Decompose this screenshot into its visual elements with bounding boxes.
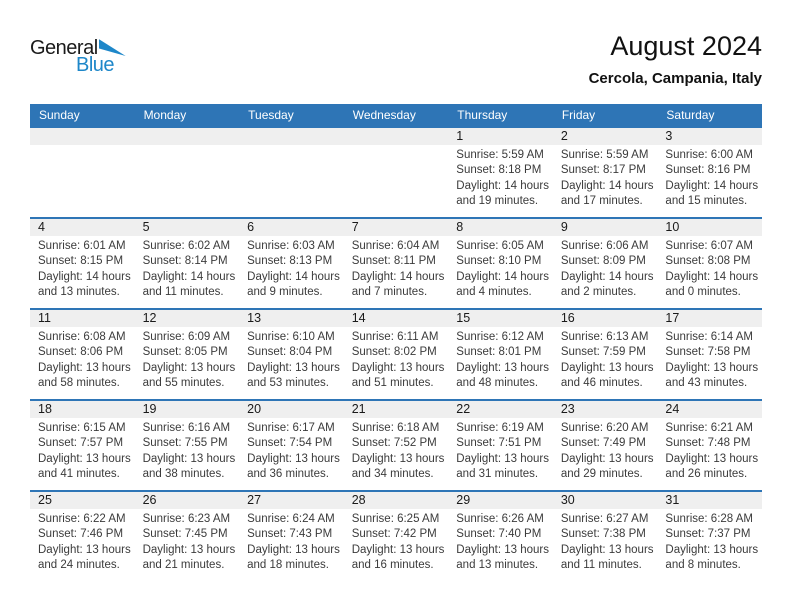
logo-word-general: General <box>30 37 98 59</box>
calendar-week-row-3 <box>30 308 762 399</box>
day-detail-line: Sunset: 7:49 PM <box>560 437 646 450</box>
day-detail-line: Sunset: 7:51 PM <box>456 437 542 450</box>
day-number: 25 <box>38 493 52 507</box>
day-detail-line: Sunrise: 6:14 AM <box>665 331 753 343</box>
day-cell <box>239 509 344 573</box>
day-cell <box>239 327 344 391</box>
day-detail-line: Sunrise: 6:27 AM <box>560 513 649 525</box>
day-cell <box>553 145 658 209</box>
day-cell <box>657 509 762 573</box>
day-number: 16 <box>560 311 575 325</box>
day-cell <box>657 327 762 391</box>
day-number: 4 <box>38 220 45 234</box>
calendar-week-row-1 <box>30 126 762 217</box>
day-detail-line: Sunrise: 6:20 AM <box>560 422 649 434</box>
day-detail-line: Sunrise: 6:12 AM <box>456 331 544 343</box>
day-detail-line: and 58 minutes. <box>38 376 120 389</box>
day-details-row <box>30 145 762 209</box>
weekday-thursday: Thursday <box>457 108 508 122</box>
day-detail-line: Sunrise: 6:07 AM <box>665 240 753 252</box>
day-number: 10 <box>665 220 680 234</box>
day-detail-line: Daylight: 13 hours <box>351 452 445 465</box>
day-detail-line: Daylight: 14 hours <box>247 270 340 283</box>
day-detail-line: and 2 minutes. <box>560 285 637 298</box>
day-details-row <box>30 327 762 391</box>
day-detail-line: Sunrise: 6:23 AM <box>142 513 231 525</box>
day-cell <box>448 145 553 209</box>
day-detail-line: Sunset: 8:02 PM <box>351 346 437 359</box>
day-detail-line: Sunset: 7:38 PM <box>560 528 646 541</box>
day-cell <box>553 418 658 482</box>
day-detail-line: Sunset: 8:11 PM <box>351 255 436 268</box>
day-cell <box>135 236 240 300</box>
day-detail-line: Daylight: 13 hours <box>560 543 654 556</box>
day-detail-line: Sunrise: 6:01 AM <box>38 240 126 252</box>
day-detail-line: Daylight: 14 hours <box>560 270 654 283</box>
day-detail-line: Daylight: 13 hours <box>560 361 654 374</box>
day-detail-line: Daylight: 13 hours <box>38 543 131 556</box>
day-detail-line: Sunrise: 6:09 AM <box>142 331 231 343</box>
day-detail-line: Sunset: 7:40 PM <box>456 528 542 541</box>
day-detail-line: Sunset: 7:52 PM <box>351 437 437 450</box>
day-detail-line: and 15 minutes. <box>665 194 748 207</box>
calendar <box>30 104 762 581</box>
day-detail-line: Sunset: 7:54 PM <box>247 437 333 450</box>
weekday-saturday: Saturday <box>666 108 715 122</box>
day-detail-line: and 26 minutes. <box>665 467 748 480</box>
page-title: August 2024 <box>610 31 762 61</box>
day-detail-line: Sunset: 8:05 PM <box>142 346 228 359</box>
day-detail-line: and 29 minutes. <box>560 467 643 480</box>
day-cell <box>448 236 553 300</box>
day-cell <box>30 418 135 482</box>
day-detail-line: Daylight: 13 hours <box>560 452 654 465</box>
empty-day-cell <box>30 145 135 209</box>
day-cell <box>239 418 344 482</box>
day-detail-line: and 53 minutes. <box>247 376 329 389</box>
day-detail-line: Sunrise: 6:13 AM <box>560 331 649 343</box>
day-detail-line: Daylight: 13 hours <box>142 543 236 556</box>
day-detail-line: and 0 minutes. <box>665 285 741 298</box>
day-number-band <box>30 492 762 509</box>
day-number: 9 <box>560 220 568 234</box>
empty-day-cell <box>239 145 344 209</box>
day-number: 2 <box>560 129 568 143</box>
day-detail-line: Sunrise: 6:02 AM <box>142 240 231 252</box>
day-cell <box>344 327 449 391</box>
day-detail-line: Sunrise: 6:26 AM <box>456 513 544 525</box>
day-detail-line: and 8 minutes. <box>665 558 741 571</box>
day-detail-line: Sunrise: 5:59 AM <box>560 149 649 161</box>
day-detail-line: Daylight: 13 hours <box>38 361 131 374</box>
day-detail-line: Daylight: 13 hours <box>456 361 549 374</box>
day-detail-line: Daylight: 13 hours <box>351 361 445 374</box>
day-detail-line: and 19 minutes. <box>456 194 539 207</box>
day-cell <box>30 236 135 300</box>
day-detail-line: Sunset: 8:16 PM <box>665 164 751 177</box>
day-number: 15 <box>456 311 471 325</box>
day-number: 13 <box>247 311 262 325</box>
day-detail-line: and 4 minutes. <box>456 285 532 298</box>
day-number-band <box>30 401 762 418</box>
day-detail-line: Sunrise: 6:15 AM <box>38 422 126 434</box>
day-cell <box>553 327 658 391</box>
day-detail-line: Sunset: 8:09 PM <box>560 255 646 268</box>
day-detail-line: Daylight: 14 hours <box>351 270 445 283</box>
day-detail-line: Sunrise: 6:22 AM <box>38 513 126 525</box>
day-number: 30 <box>560 493 575 507</box>
day-detail-line: Sunrise: 6:00 AM <box>665 149 753 161</box>
day-detail-line: and 43 minutes. <box>665 376 748 389</box>
day-number: 29 <box>456 493 471 507</box>
day-detail-line: Daylight: 13 hours <box>665 361 759 374</box>
day-number <box>30 128 135 145</box>
day-cell <box>657 418 762 482</box>
day-detail-line: Daylight: 13 hours <box>456 452 549 465</box>
day-detail-line: Daylight: 13 hours <box>142 361 236 374</box>
day-cell <box>448 327 553 391</box>
day-detail-line: Sunrise: 6:03 AM <box>247 240 335 252</box>
day-detail-line: Sunrise: 6:10 AM <box>247 331 335 343</box>
day-cell <box>344 236 449 300</box>
day-detail-line: and 31 minutes. <box>456 467 539 480</box>
day-detail-line: and 17 minutes. <box>560 194 643 207</box>
day-detail-line: Sunset: 7:43 PM <box>247 528 333 541</box>
day-detail-line: and 34 minutes. <box>351 467 434 480</box>
day-detail-line: Daylight: 13 hours <box>456 543 549 556</box>
day-number: 22 <box>456 402 471 416</box>
day-number: 19 <box>142 402 157 416</box>
day-detail-line: Daylight: 14 hours <box>560 179 654 192</box>
day-detail-line: Daylight: 13 hours <box>351 543 445 556</box>
day-number: 21 <box>351 402 366 416</box>
day-number: 3 <box>665 129 673 143</box>
day-number: 27 <box>247 493 262 507</box>
day-detail-line: Sunset: 8:10 PM <box>456 255 542 268</box>
day-cell <box>344 509 449 573</box>
day-detail-line: Sunrise: 6:25 AM <box>351 513 440 525</box>
day-detail-line: Sunrise: 6:19 AM <box>456 422 544 434</box>
day-cell <box>344 418 449 482</box>
day-detail-line: and 11 minutes. <box>560 558 642 571</box>
day-detail-line: Sunrise: 6:05 AM <box>456 240 544 252</box>
day-number: 17 <box>665 311 680 325</box>
day-number: 11 <box>38 311 51 325</box>
weekday-wednesday: Wednesday <box>352 108 416 122</box>
day-detail-line: Sunset: 7:48 PM <box>665 437 751 450</box>
day-cell <box>448 509 553 573</box>
calendar-weeks <box>30 126 762 581</box>
day-detail-line: Daylight: 14 hours <box>456 179 549 192</box>
day-cell <box>553 236 658 300</box>
day-detail-line: Sunrise: 6:04 AM <box>351 240 440 252</box>
day-detail-line: Daylight: 13 hours <box>38 452 131 465</box>
empty-day-cell <box>344 145 449 209</box>
day-number: 24 <box>665 402 680 416</box>
day-number: 26 <box>142 493 157 507</box>
calendar-week-row-4 <box>30 399 762 490</box>
day-cell <box>553 509 658 573</box>
day-detail-line: Daylight: 13 hours <box>247 543 340 556</box>
day-number: 5 <box>142 220 150 234</box>
day-detail-line: Daylight: 13 hours <box>665 452 759 465</box>
day-detail-line: Daylight: 13 hours <box>665 543 759 556</box>
day-detail-line: Sunrise: 6:17 AM <box>247 422 335 434</box>
day-detail-line: Daylight: 14 hours <box>665 179 759 192</box>
weekday-tuesday: Tuesday <box>248 108 294 122</box>
weekday-monday: Monday <box>143 108 187 122</box>
day-number: 14 <box>351 311 366 325</box>
day-number: 18 <box>38 402 52 416</box>
day-number: 7 <box>351 220 359 234</box>
day-number: 23 <box>560 402 575 416</box>
day-detail-line: and 55 minutes. <box>142 376 225 389</box>
day-detail-line: and 7 minutes. <box>351 285 428 298</box>
day-detail-line: Sunset: 8:13 PM <box>247 255 333 268</box>
day-detail-line: Sunrise: 6:24 AM <box>247 513 335 525</box>
day-detail-line: and 46 minutes. <box>560 376 643 389</box>
day-cell <box>135 418 240 482</box>
weekday-friday: Friday <box>561 108 596 122</box>
day-detail-line: and 13 minutes. <box>38 285 120 298</box>
day-number: 8 <box>456 220 464 234</box>
day-cell <box>239 236 344 300</box>
day-cell <box>30 509 135 573</box>
day-detail-line: and 18 minutes. <box>247 558 329 571</box>
logo-word-blue: Blue <box>76 54 115 76</box>
day-detail-line: Sunrise: 6:11 AM <box>351 331 439 343</box>
day-detail-line: Sunset: 8:15 PM <box>38 255 124 268</box>
day-detail-line: Sunset: 8:04 PM <box>247 346 333 359</box>
page-header <box>0 0 792 104</box>
day-detail-line: Sunset: 7:55 PM <box>142 437 228 450</box>
day-detail-line: Sunset: 7:59 PM <box>560 346 646 359</box>
day-detail-line: Sunset: 8:14 PM <box>142 255 228 268</box>
day-detail-line: and 16 minutes. <box>351 558 434 571</box>
day-detail-line: Sunset: 8:06 PM <box>38 346 124 359</box>
day-detail-line: Sunset: 7:46 PM <box>38 528 124 541</box>
day-detail-line: Sunrise: 6:18 AM <box>351 422 440 434</box>
calendar-week-row-2 <box>30 217 762 308</box>
day-detail-line: Sunset: 8:01 PM <box>456 346 542 359</box>
day-number: 28 <box>351 493 366 507</box>
day-details-row <box>30 509 762 573</box>
day-cell <box>135 327 240 391</box>
day-detail-line: Daylight: 14 hours <box>456 270 549 283</box>
day-detail-line: Daylight: 13 hours <box>142 452 236 465</box>
day-detail-line: Sunset: 8:08 PM <box>665 255 751 268</box>
day-detail-line: and 51 minutes. <box>351 376 434 389</box>
day-detail-line: Sunrise: 6:08 AM <box>38 331 126 343</box>
day-number: 6 <box>247 220 255 234</box>
day-detail-line: and 9 minutes. <box>247 285 323 298</box>
day-number <box>239 128 344 145</box>
day-number <box>135 128 240 145</box>
empty-day-cell <box>135 145 240 209</box>
day-detail-line: Sunset: 7:58 PM <box>665 346 751 359</box>
day-cell <box>657 145 762 209</box>
day-cell <box>657 236 762 300</box>
day-number <box>344 128 449 145</box>
day-detail-line: and 41 minutes. <box>38 467 120 480</box>
day-number: 12 <box>142 311 157 325</box>
calendar-week-row-5 <box>30 490 762 581</box>
day-detail-line: Sunset: 7:45 PM <box>142 528 228 541</box>
day-detail-line: Sunset: 8:18 PM <box>456 164 542 177</box>
day-detail-line: Sunset: 7:37 PM <box>665 528 751 541</box>
day-detail-line: Daylight: 13 hours <box>247 361 340 374</box>
general-blue-logo <box>30 38 126 75</box>
day-number-band <box>30 219 762 236</box>
day-detail-line: and 36 minutes. <box>247 467 329 480</box>
day-detail-line: and 21 minutes. <box>142 558 225 571</box>
day-detail-line: and 24 minutes. <box>38 558 120 571</box>
day-detail-line: Sunset: 8:17 PM <box>560 164 646 177</box>
day-detail-line: Daylight: 13 hours <box>247 452 340 465</box>
day-detail-line: and 48 minutes. <box>456 376 539 389</box>
day-detail-line: Sunrise: 6:06 AM <box>560 240 649 252</box>
day-detail-line: Sunrise: 6:21 AM <box>665 422 753 434</box>
day-detail-line: Daylight: 14 hours <box>142 270 236 283</box>
day-detail-line: and 13 minutes. <box>456 558 539 571</box>
weekday-sunday: Sunday <box>39 108 80 122</box>
day-detail-line: Sunrise: 5:59 AM <box>456 149 544 161</box>
day-detail-line: Daylight: 14 hours <box>38 270 131 283</box>
title-block <box>589 30 762 87</box>
day-detail-line: Sunset: 7:42 PM <box>351 528 437 541</box>
day-cell <box>448 418 553 482</box>
day-cell <box>135 509 240 573</box>
day-number: 1 <box>456 129 464 143</box>
day-detail-line: Sunrise: 6:16 AM <box>142 422 231 434</box>
day-detail-line: Sunset: 7:57 PM <box>38 437 124 450</box>
page-subtitle: Cercola, Campania, Italy <box>588 70 762 87</box>
day-number-band <box>30 128 762 145</box>
day-number-band <box>30 310 762 327</box>
day-detail-line: and 38 minutes. <box>142 467 225 480</box>
day-number: 20 <box>247 402 262 416</box>
day-cell <box>30 327 135 391</box>
day-details-row <box>30 418 762 482</box>
day-detail-line: Sunrise: 6:28 AM <box>665 513 753 525</box>
day-detail-line: and 11 minutes. <box>142 285 224 298</box>
day-details-row <box>30 236 762 300</box>
weekday-header-row <box>30 104 762 126</box>
day-number: 31 <box>665 493 680 507</box>
day-detail-line: Daylight: 14 hours <box>665 270 759 283</box>
